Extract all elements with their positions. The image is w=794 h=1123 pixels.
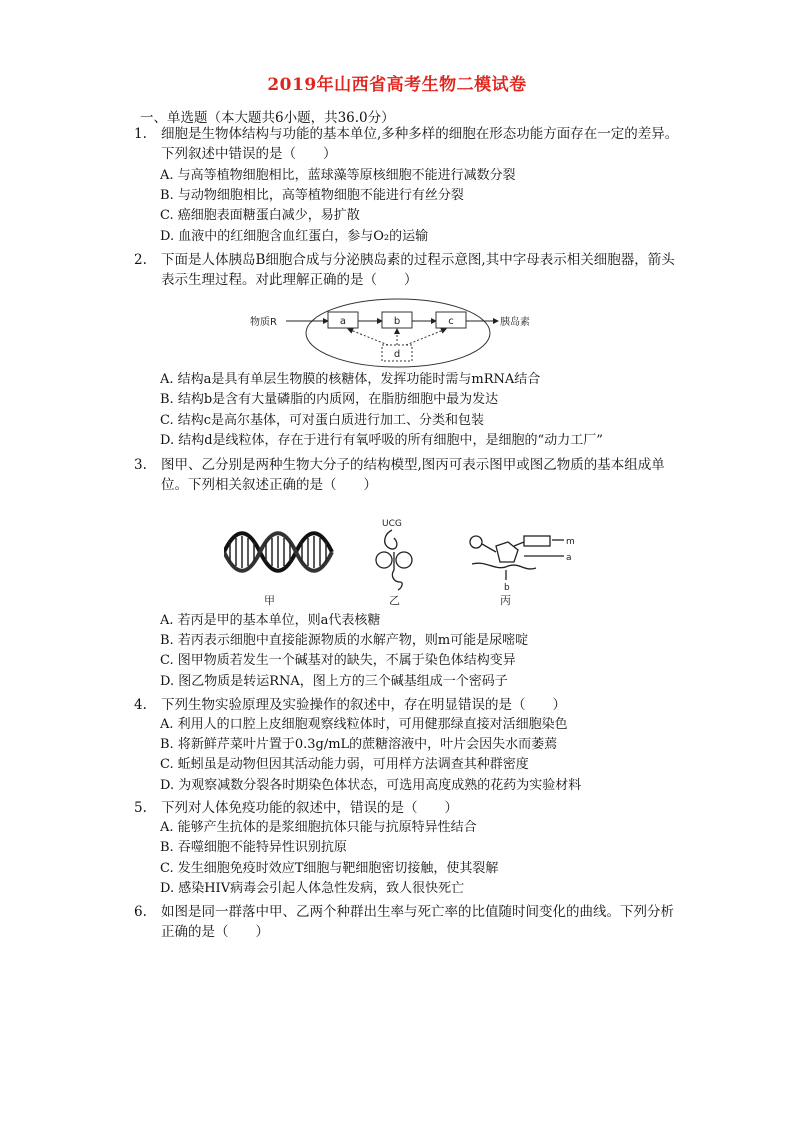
option-c: C. 发生细胞免疫时效应T细胞与靶细胞密切接触，使其裂解	[160, 861, 499, 876]
question-number: 1.	[134, 126, 147, 142]
option-c: C. 蚯蚓虽是动物但因其活动能力弱，可用样方法调查其种群密度	[160, 757, 529, 772]
label-yi: 乙	[389, 594, 400, 607]
question-number: 2.	[134, 252, 147, 268]
option-d: D. 感染HIV病毒会引起人体急性发病，致人很快死亡	[160, 881, 465, 896]
question-6	[134, 902, 682, 942]
svg-text:d: d	[393, 349, 401, 360]
nucleotide-image	[470, 536, 564, 580]
question-number: 5.	[134, 800, 147, 816]
svg-text:a: a	[339, 316, 347, 327]
question-stem: 细胞是生物体结构与功能的基本单位,多种多样的细胞在形态功能方面存在一定的差异。下列叙述中错误的是（ ）	[161, 126, 679, 162]
question-stem: 下列生物实验原理及实验操作的叙述中，存在明显错误的是（ ）	[161, 697, 566, 713]
question-2	[134, 250, 682, 290]
option-d: D. 图乙物质是转运RNA，图上方的三个碱基组成一个密码子	[160, 674, 508, 689]
secretion-diagram	[248, 293, 558, 373]
option-c: C. 结构c是高尔基体，可对蛋白质进行加工、分类和包装	[160, 413, 485, 428]
part-label-b: b	[504, 583, 510, 593]
output-label: 胰岛素	[500, 317, 530, 328]
option-d: D. 为观察减数分裂各时期染色体状态，可选用高度成熟的花药为实验材料	[160, 778, 582, 793]
part-label-a: a	[566, 553, 572, 563]
question-stem: 下面是人体胰岛B细胞合成与分泌胰岛素的过程示意图,其中字母表示相关细胞器，箭头表示生理过程。对此理解正确的是（ ）	[161, 252, 675, 288]
question-1	[134, 124, 682, 164]
question-3	[134, 455, 682, 495]
option-a: A. 与高等植物细胞相比，蓝球藻等原核细胞不能进行减数分裂	[160, 168, 516, 183]
question-number: 6.	[134, 904, 147, 920]
option-b: B. 与动物细胞相比，高等植物细胞不能进行有丝分裂	[160, 188, 464, 203]
question-stem: 如图是同一群落中甲、乙两个种群出生率与死亡率的比值随时间变化的曲线。下列分析正确的是（ ）	[161, 904, 674, 940]
option-a: A. 利用人的口腔上皮细胞观察线粒体时，可用健那绿直接对活细胞染色	[160, 717, 568, 732]
option-b: B. 若丙表示细胞中直接能源物质的水解产物，则m可能是尿嘧啶	[160, 633, 529, 648]
question-number: 3.	[134, 457, 147, 473]
option-d: D. 结构d是线粒体，存在于进行有氧呼吸的所有细胞中，是细胞的“动力工厂”	[160, 433, 603, 448]
question-number: 4.	[134, 697, 147, 713]
page-title: 2019年山西省高考生物二模试卷	[267, 75, 527, 95]
question-5	[134, 798, 682, 818]
svg-text:b: b	[393, 316, 401, 327]
option-c: C. 图甲物质若发生一个碱基对的缺失，不属于染色体结构变异	[160, 653, 516, 668]
section-heading: 一、单选题（本大题共6小题，共36.0分）	[140, 110, 395, 126]
dna-helix-image	[224, 533, 332, 571]
part-label-m: m	[566, 537, 575, 547]
option-c: C. 癌细胞表面糖蛋白减少，易扩散	[160, 208, 360, 223]
option-b: B. 结构b是含有大量磷脂的内质网，在脂肪细胞中最为发达	[160, 392, 499, 407]
anticodon-label: UCG	[382, 519, 402, 529]
label-jia: 甲	[264, 594, 275, 607]
question-stem: 下列对人体免疫功能的叙述中，错误的是（ ）	[161, 800, 458, 816]
input-label: 物质R	[250, 317, 277, 328]
macromolecule-figure	[224, 512, 584, 612]
option-d: D. 血液中的红细胞含血红蛋白，参与O₂的运输	[160, 229, 429, 244]
label-bing: 丙	[500, 594, 511, 607]
option-a: A. 结构a是具有单层生物膜的核糖体，发挥功能时需与mRNA结合	[160, 372, 541, 387]
option-b: B. 将新鲜芹菜叶片置于0.3g/mL的蔗糖溶液中，叶片会因失水而萎蔫	[160, 737, 558, 752]
option-a: A. 若丙是甲的基本单位，则a代表核糖	[160, 613, 381, 628]
question-4	[134, 695, 682, 715]
trna-image	[376, 519, 412, 590]
option-a: A. 能够产生抗体的是浆细胞抗体只能与抗原特异性结合	[160, 820, 477, 835]
svg-text:c: c	[448, 316, 454, 327]
question-stem: 图甲、乙分别是两种生物大分子的结构模型,图丙可表示图甲或图乙物质的基本组成单位。下列相关叙述正确的是（ ）	[161, 457, 665, 493]
option-b: B. 吞噬细胞不能特异性识别抗原	[160, 840, 347, 855]
